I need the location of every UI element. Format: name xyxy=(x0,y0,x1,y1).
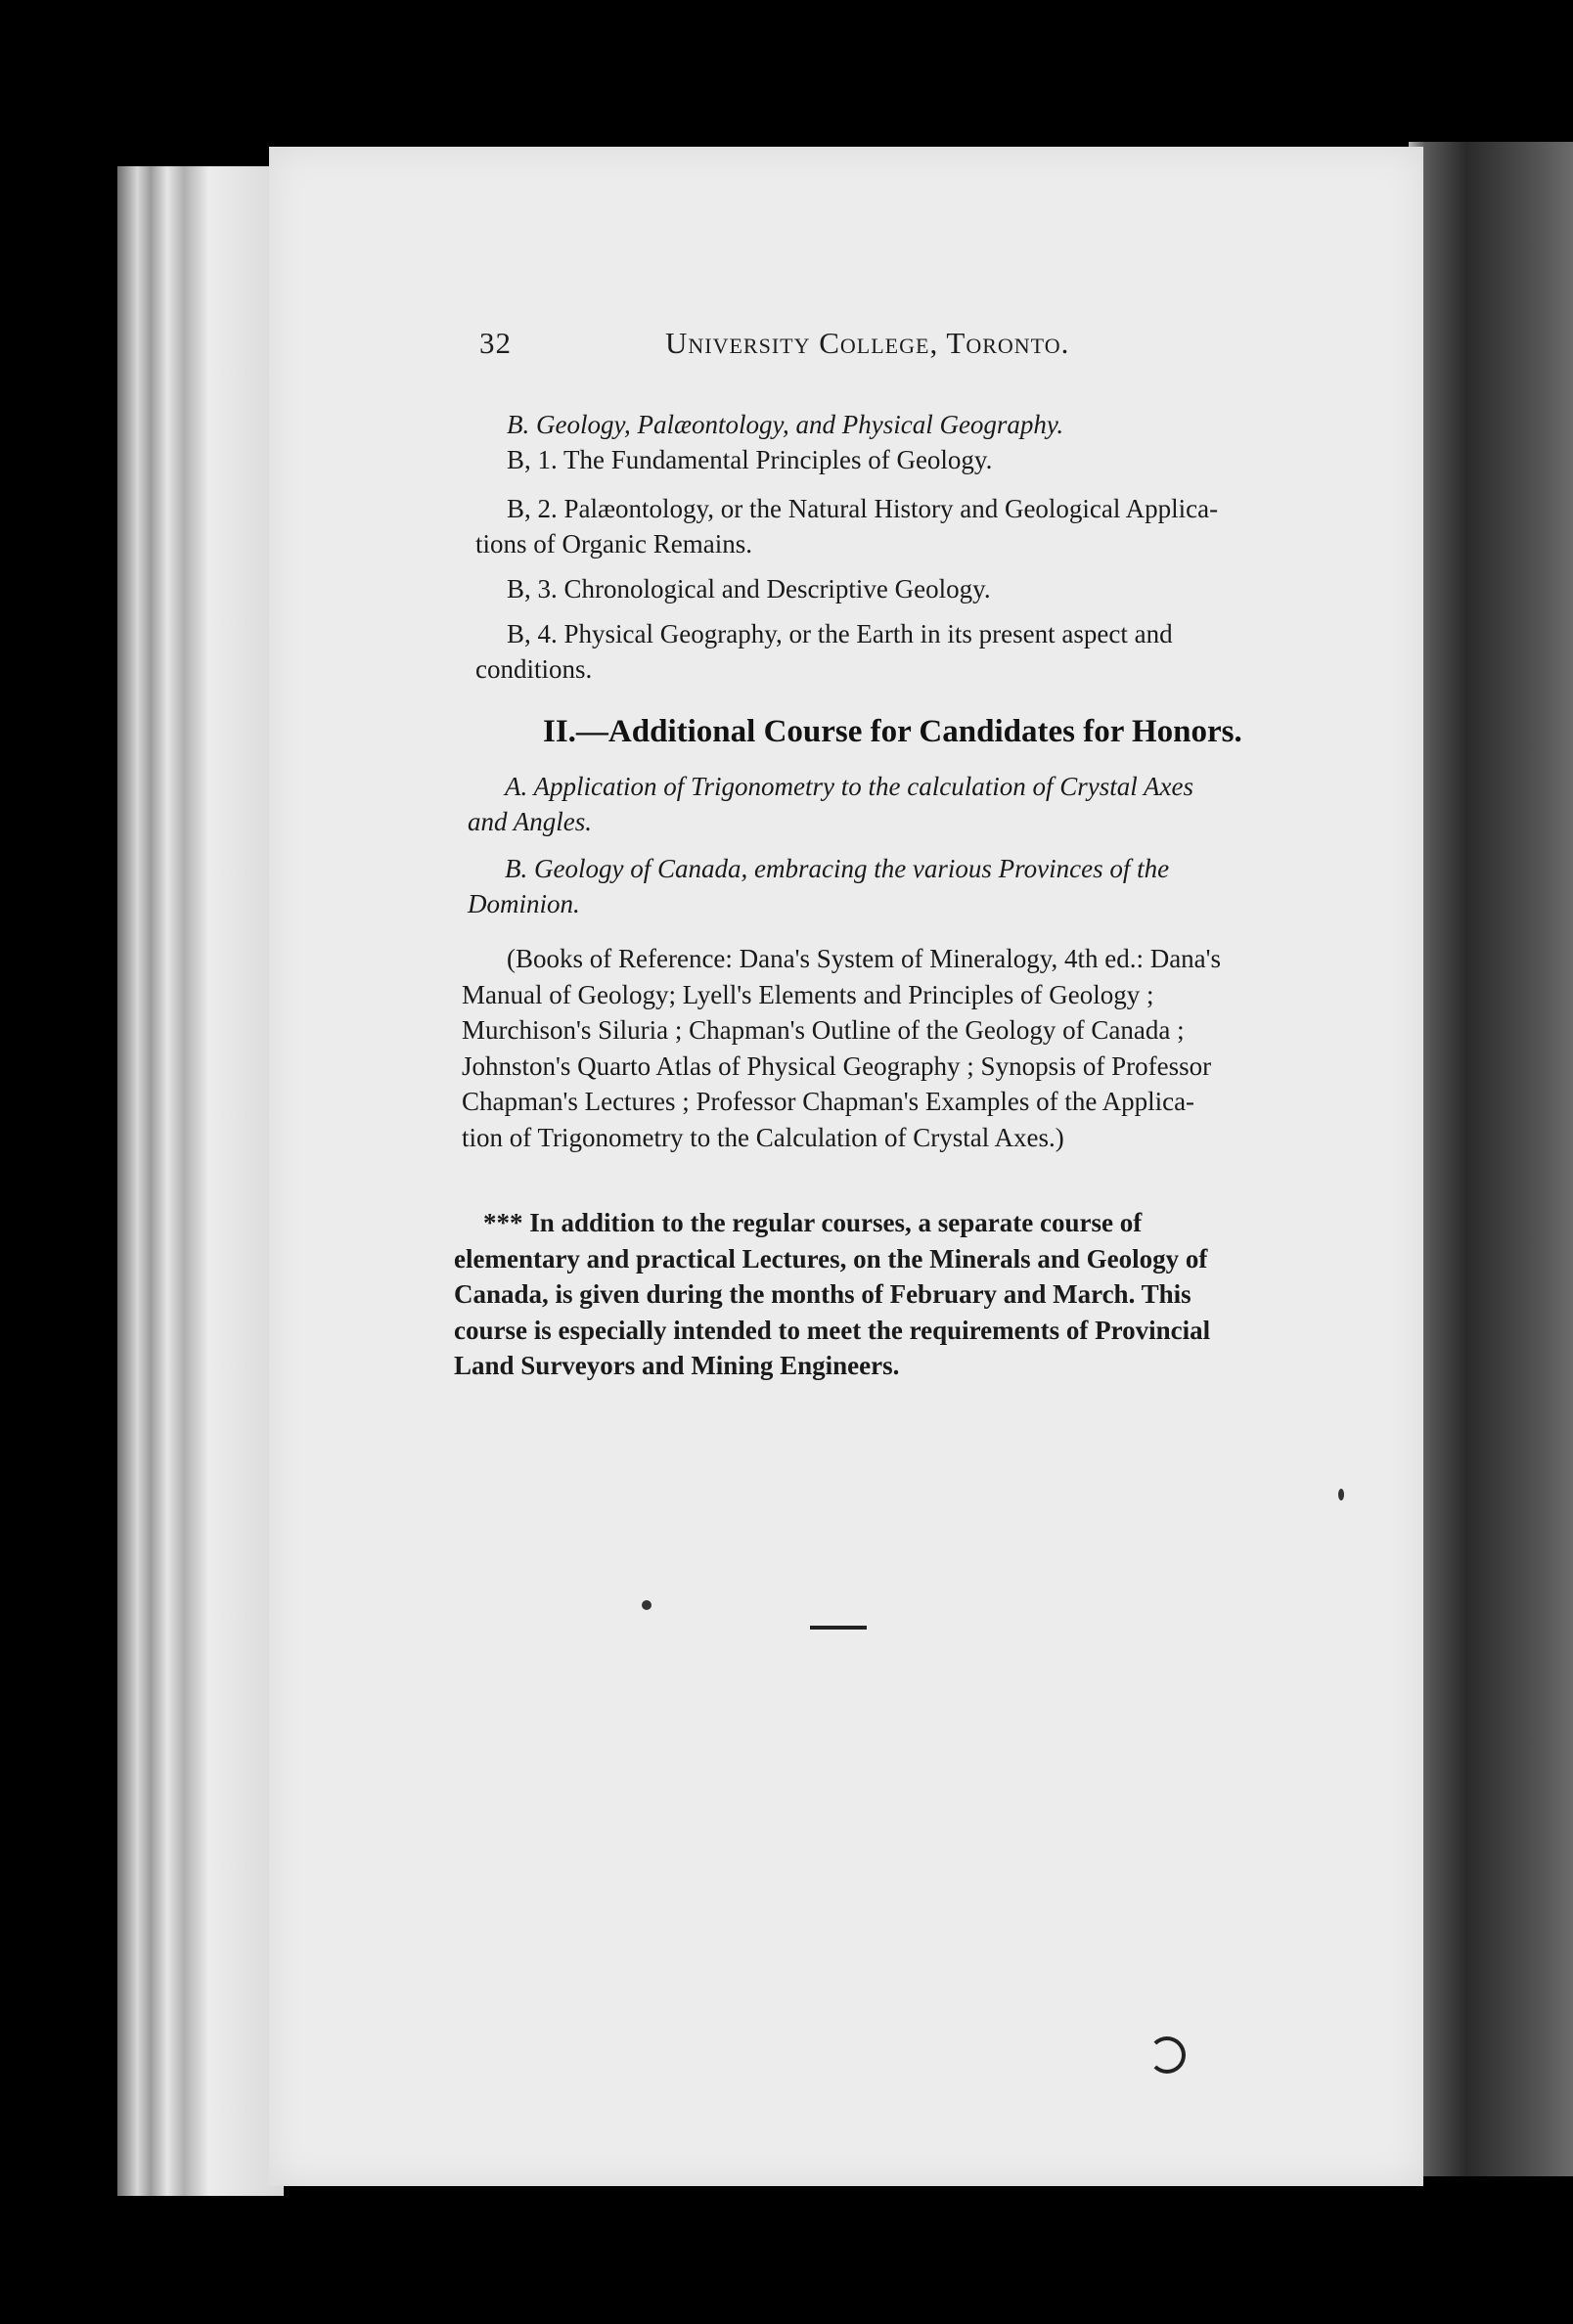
reference-line: Johnston's Quarto Atlas of Physical Geography ; Synopsis of Professor xyxy=(462,1050,1212,1081)
note-line: course is especially intended to meet the requirements of Provincial xyxy=(454,1315,1211,1345)
running-title: University College, Toronto. xyxy=(665,326,1070,360)
note-line: elementary and practical Lectures, on the Minerals and Geology of xyxy=(454,1243,1208,1274)
supplementary-note xyxy=(454,1205,1210,1384)
reference-line: tion of Trigonometry to the Calculation of Crystal Axes.) xyxy=(462,1122,1064,1152)
right-gutter-shadow xyxy=(1409,142,1573,2176)
section-b-heading: B. Geology, Palæontology, and Physical Geography. xyxy=(507,410,1064,439)
item-a-line: and Angles. xyxy=(468,807,592,836)
note-line: Land Surveyors and Mining Engineers. xyxy=(454,1351,900,1380)
item-b-line: B. Geology of Canada, embracing the various Provinces of the xyxy=(505,854,1170,883)
section-ii-item-b xyxy=(468,851,1169,921)
reference-line: Manual of Geology; Lyell's Elements and Principles of Geology ; xyxy=(462,979,1154,1009)
reference-line: (Books of Reference: Dana's System of Mineralogy, 4th ed.: Dana's xyxy=(507,944,1222,973)
section-b-heading-block xyxy=(507,407,1063,442)
list-item: B, 3. Chronological and Descriptive Geology. xyxy=(507,574,991,603)
scan-speck xyxy=(1338,1489,1344,1500)
section-b-list xyxy=(475,442,1297,687)
section-ii-heading: II.—Additional Course for Candidates for Honors. xyxy=(543,714,1242,749)
list-item: tions of Organic Remains. xyxy=(475,529,752,559)
item-a-line: A. Application of Trigonometry to the calculation of Crystal Axes xyxy=(505,772,1193,801)
list-item: B, 4. Physical Geography, or the Earth in its present aspect and xyxy=(507,619,1173,648)
reference-line: Murchison's Siluria ; Chapman's Outline of the Geology of Canada ; xyxy=(462,1015,1185,1045)
list-item: conditions. xyxy=(475,654,593,684)
left-page-edges xyxy=(117,166,284,2196)
item-b-line: Dominion. xyxy=(468,889,580,918)
note-line: Canada, is given during the months of February and March. This xyxy=(454,1279,1191,1309)
end-dash xyxy=(810,1626,867,1630)
reference-line: Chapman's Lectures ; Professor Chapman's Examples of the Applica- xyxy=(462,1087,1195,1116)
page-number: 32 xyxy=(479,326,512,360)
note-line: *** In addition to the regular courses, a separate course of xyxy=(483,1208,1143,1237)
scan-mark xyxy=(1148,2036,1186,2074)
list-item: B, 1. The Fundamental Principles of Geology. xyxy=(507,445,993,474)
scan-speck xyxy=(642,1600,652,1610)
section-ii-item-a xyxy=(468,769,1193,839)
books-of-reference xyxy=(462,941,1221,1155)
list-item: B, 2. Palæontology, or the Natural History and Geological Applica- xyxy=(507,494,1219,523)
